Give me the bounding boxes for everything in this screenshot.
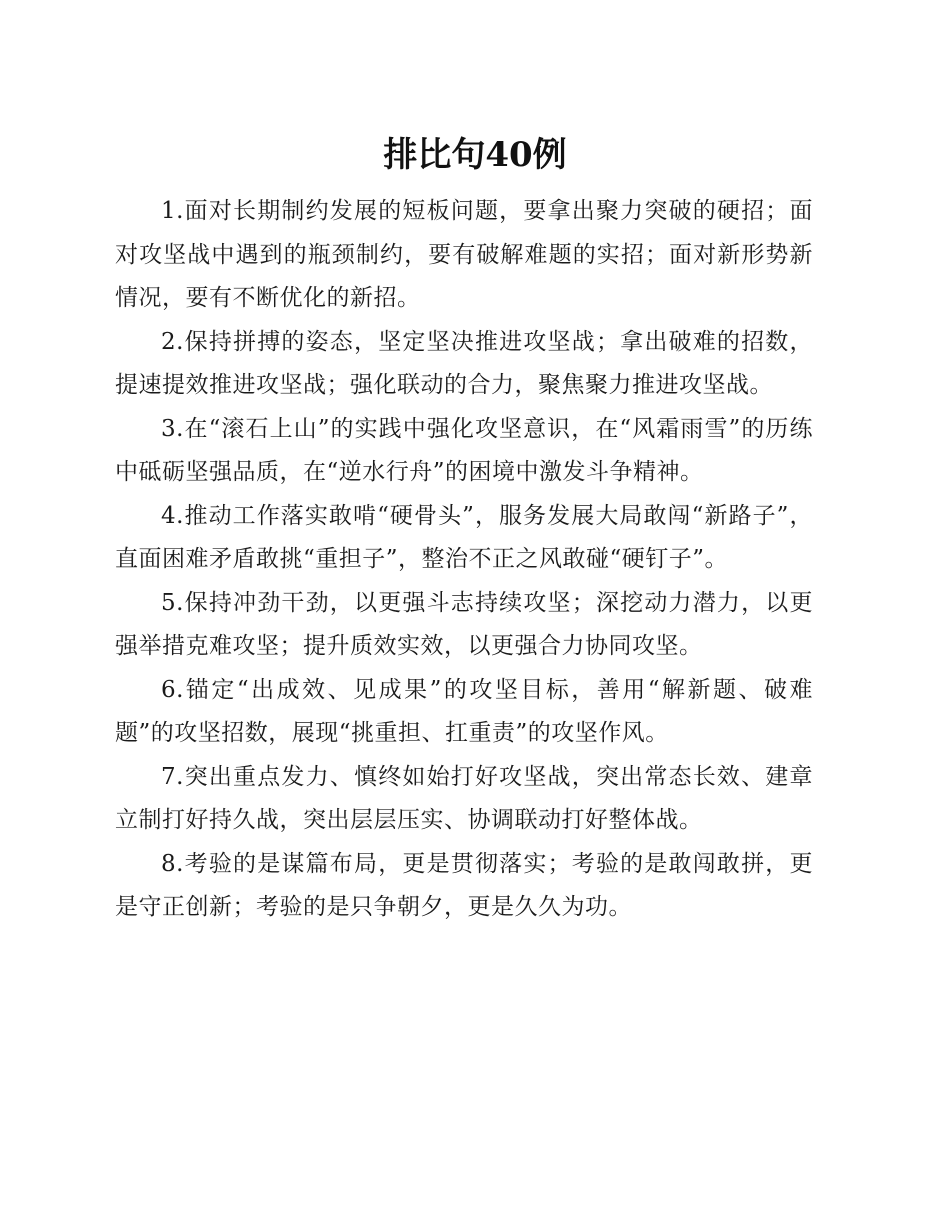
paragraph-8: 8.考验的是谋篇布局，更是贯彻落实；考验的是敢闯敢拼，更是守正创新；考验的是只争朝夕，更是久久为功。 — [115, 850, 813, 920]
document-title: 排比句40例 — [383, 135, 567, 175]
paragraph-4: 4.推动工作落实敢啃“硬骨头”，服务发展大局敢闯“新路子”，直面困难矛盾敢挑“重担子”，整治不正之风敢碰“硬钉子”。 — [115, 502, 813, 572]
paragraph-2: 2.保持拼搏的姿态，坚定坚决推进攻坚战；拿出破难的招数，提速提效推进攻坚战；强化联动的合力，聚焦聚力推进攻坚战。 — [115, 328, 813, 398]
document-body — [115, 190, 813, 930]
paragraph-5: 5.保持冲劲干劲，以更强斗志持续攻坚；深挖动力潜力，以更强举措克难攻坚；提升质效实效，以更强合力协同攻坚。 — [115, 589, 813, 659]
paragraph-1: 1.面对长期制约发展的短板问题，要拿出聚力突破的硬招；面对攻坚战中遇到的瓶颈制约，要有破解难题的实招；面对新形势新情况，要有不断优化的新招。 — [115, 198, 813, 311]
paragraph-7: 7.突出重点发力、慎终如始打好攻坚战，突出常态长效、建章立制打好持久战，突出层层压实、协调联动打好整体战。 — [115, 763, 813, 833]
paragraph-6: 6.锚定“出成效、见成果”的攻坚目标，善用“解新题、破难题”的攻坚招数，展现“挑重担、扛重责”的攻坚作风。 — [115, 676, 813, 746]
paragraph-3: 3.在“滚石上山”的实践中强化攻坚意识，在“风霜雨雪”的历练中砥砺坚强品质，在“逆水行舟”的困境中激发斗争精神。 — [115, 415, 813, 485]
